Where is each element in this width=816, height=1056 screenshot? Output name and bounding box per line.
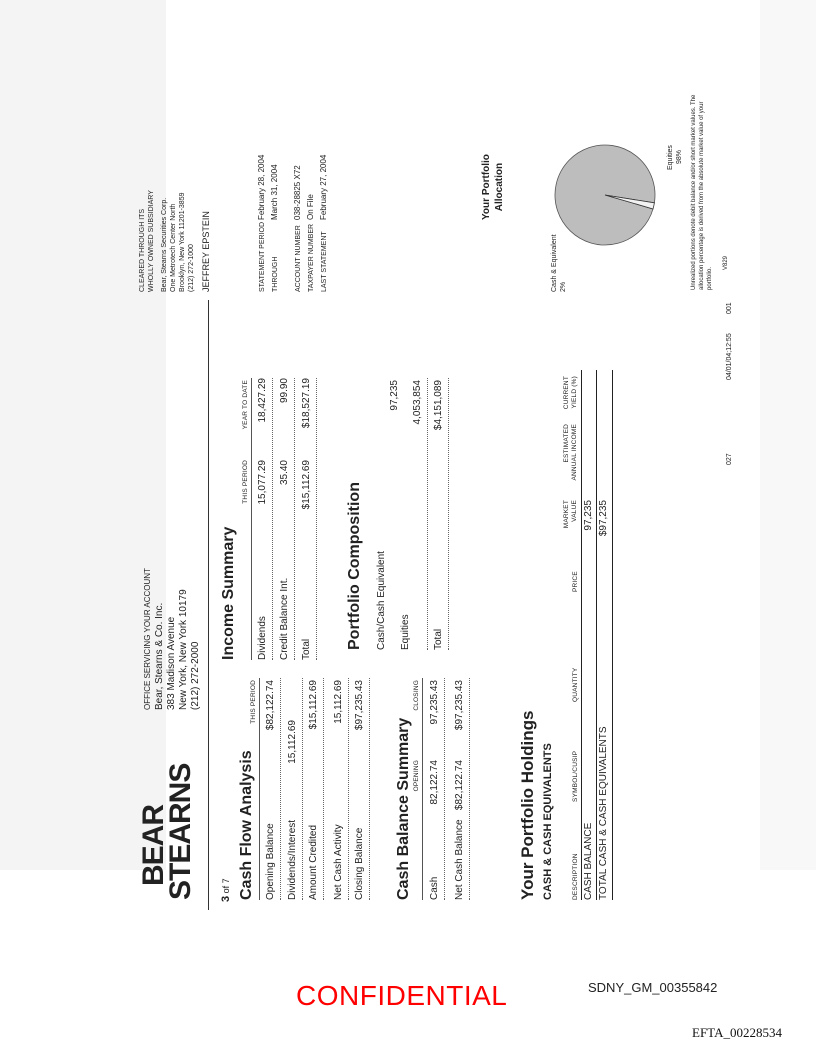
- holdings-row-market-value: 97,235: [583, 500, 594, 531]
- allocation-title-line-1: Your Portfolio: [481, 154, 492, 220]
- clearing-firm-block: [138, 87, 211, 292]
- divider: [448, 378, 449, 650]
- account-number: 038-28825 X72: [293, 165, 302, 220]
- office-line: (212) 272-2000: [190, 641, 201, 710]
- divider: [323, 678, 324, 900]
- holdings-col-header: MARKET VALUE: [563, 500, 578, 529]
- income-period: 35.40: [279, 460, 290, 486]
- cash-flow-value: 15,112.69: [333, 680, 344, 724]
- statement-info: [256, 155, 331, 292]
- footer-timestamp: 04/01/04;12:55: [726, 333, 733, 380]
- logo-line-2: STEARNS: [164, 763, 197, 900]
- statement-period-label: STATEMENT PERIOD: [259, 221, 266, 292]
- cash-flow-value: 15,112.69: [287, 720, 298, 764]
- clearing-line: Brooklyn, New York 11201-3859: [179, 192, 186, 292]
- cash-flow-col-header: THIS PERIOD: [250, 680, 257, 724]
- page-number: [220, 878, 232, 902]
- bates-number-sdny: SDNY_GM_00355842: [588, 980, 718, 995]
- holdings-col-header: QUANTITY: [572, 667, 579, 702]
- allocation-title: [480, 154, 506, 220]
- divider: [612, 370, 613, 900]
- client-name: JEFFREY EPSTEIN: [201, 211, 211, 292]
- holdings-subtitle: CASH & CASH EQUIVALENTS: [542, 743, 554, 900]
- holdings-col-header: ESTIMATED ANNUAL INCOME: [563, 424, 578, 481]
- pie-label-equities-text: Equities: [667, 145, 674, 170]
- composition-title: Portfolio Composition: [346, 482, 363, 650]
- scan-margin-right: [760, 0, 816, 870]
- cash-balance-closing: 97,235.43: [429, 680, 440, 725]
- holdings-row-market-value: $97,235: [598, 500, 609, 537]
- footer-sheet-number: 001: [726, 302, 733, 314]
- cash-flow-label: Closing Balance: [354, 827, 365, 900]
- office-line: Bear, Stearns & Co. Inc.: [154, 602, 165, 710]
- holdings-col-header: DESCRIPTION: [572, 853, 579, 900]
- cash-flow-title: Cash Flow Analysis: [238, 750, 255, 900]
- bear-stearns-logo: [137, 763, 197, 900]
- pie-label-cash: [550, 234, 568, 292]
- clearing-line: WHOLLY OWNED SUBSIDIARY: [148, 190, 155, 292]
- divider: [302, 678, 303, 900]
- cash-balance-title: Cash Balance Summary: [395, 717, 412, 900]
- statement-period-start: February 28, 2004: [257, 154, 266, 220]
- divider: [444, 678, 445, 900]
- through-label: THROUGH: [272, 256, 279, 292]
- statement-period-end: March 31, 2004: [270, 164, 279, 220]
- divider: [272, 378, 273, 660]
- brokerage-statement-page: [130, 80, 760, 910]
- cash-flow-value: $97,235.43: [354, 680, 365, 731]
- holdings-row-description: TOTAL CASH & CASH EQUIVALENTS: [598, 726, 609, 900]
- page-of: of 7: [221, 878, 231, 894]
- divider: [294, 378, 295, 660]
- cash-flow-value: $82,122.74: [265, 680, 276, 731]
- allocation-title-line-2: Allocation: [494, 162, 505, 212]
- pie-label-equities: [666, 145, 684, 170]
- income-period: $15,112.69: [301, 460, 312, 510]
- cash-balance-label: Net Cash Balance: [454, 819, 465, 900]
- holdings-col-header: PRICE: [572, 571, 579, 592]
- pie-label-equities-pct: 98%: [676, 149, 683, 164]
- divider: [422, 678, 423, 900]
- income-label: Credit Balance Int.: [279, 577, 290, 660]
- taxpayer-value: On File: [306, 194, 315, 220]
- cash-balance-col-closing: CLOSING: [413, 680, 420, 711]
- clearing-line: (212) 272-1000: [188, 244, 195, 292]
- cash-balance-col-opening: OPENING: [413, 760, 420, 792]
- holdings-row-description: CASH BALANCE: [583, 822, 594, 900]
- cash-flow-label: Dividends/Interest: [287, 819, 298, 900]
- divider: [596, 370, 597, 900]
- divider: [348, 678, 349, 900]
- income-title: Income Summary: [220, 526, 237, 660]
- composition-value: 97,235: [389, 380, 400, 411]
- page-number-value: 3: [220, 895, 232, 902]
- holdings-col-header: CURRENT YIELD (%): [563, 376, 578, 410]
- header-rule: [208, 300, 209, 910]
- allocation-code: V829: [723, 255, 729, 270]
- cash-flow-label: Net Cash Activity: [333, 824, 344, 900]
- cash-flow-label: Opening Balance: [265, 823, 276, 900]
- office-line: OFFICE SERVICING YOUR ACCOUNT: [143, 568, 152, 710]
- logo-line-1: BEAR: [137, 804, 170, 886]
- income-ytd: $18,527.19: [301, 378, 312, 429]
- income-col-ytd: YEAR TO DATE: [242, 380, 249, 430]
- cash-balance-opening: $82,122.74: [454, 760, 465, 811]
- composition-value: $4,151,089: [433, 380, 444, 431]
- account-number-label: ACCOUNT NUMBER: [295, 225, 302, 292]
- divider: [427, 378, 428, 650]
- cash-balance-label: Cash: [429, 876, 440, 900]
- composition-value: 4,053,854: [412, 380, 423, 425]
- divider: [581, 370, 582, 900]
- composition-label: Total: [433, 628, 444, 650]
- cash-flow-label: Amount Credited: [308, 824, 319, 900]
- holdings-col-header: SYMBOL/CUSIP: [572, 750, 579, 802]
- cash-balance-closing: $97,235.43: [454, 680, 465, 731]
- income-col-period: THIS PERIOD: [242, 460, 249, 504]
- income-period: 15,077.29: [257, 460, 268, 505]
- cash-balance-opening: 82,122.74: [429, 760, 440, 805]
- office-address: [142, 568, 202, 710]
- composition-label: Cash/Cash Equivalent: [376, 551, 387, 650]
- divider: [259, 678, 260, 900]
- clearing-line: Bear, Stearns Securities Corp.: [161, 197, 168, 292]
- income-ytd: 18,427.29: [257, 378, 268, 423]
- composition-label: Equities: [400, 614, 411, 650]
- pie-label-cash-text: Cash & Equivalent: [551, 234, 558, 292]
- clearing-line: One Metrotech Center North: [170, 203, 177, 292]
- last-statement-value: February 27, 2004: [319, 154, 328, 220]
- footer-sheet-code: 027: [726, 453, 733, 465]
- income-ytd: 99.90: [279, 378, 290, 404]
- allocation-note: [690, 90, 730, 290]
- last-statement-label: LAST STATEMENT: [321, 231, 328, 292]
- income-label: Total: [301, 638, 312, 660]
- clearing-line: CLEARED THROUGH ITS: [139, 208, 146, 292]
- divider: [316, 378, 317, 660]
- office-line: 383 Madison Avenue: [166, 616, 177, 710]
- divider: [280, 678, 281, 900]
- holdings-title: Your Portfolio Holdings: [518, 710, 537, 900]
- bates-number-efta: EFTA_00228534: [692, 1025, 782, 1040]
- pie-label-cash-pct: 2%: [560, 281, 567, 292]
- divider: [469, 678, 470, 900]
- office-line: New York, New York 10179: [178, 589, 189, 710]
- confidential-stamp: CONFIDENTIAL: [296, 980, 508, 1011]
- divider: [251, 378, 252, 660]
- cash-flow-value: $15,112.69: [308, 680, 319, 730]
- taxpayer-label: TAXPAYER NUMBER: [308, 223, 315, 292]
- income-label: Dividends: [257, 616, 268, 660]
- allocation-note-text: Unrealized portions denote debit balance and/or short market values. The allocation percentage is derived from the absolute market value of your portfolio.: [691, 94, 713, 290]
- divider: [369, 678, 370, 900]
